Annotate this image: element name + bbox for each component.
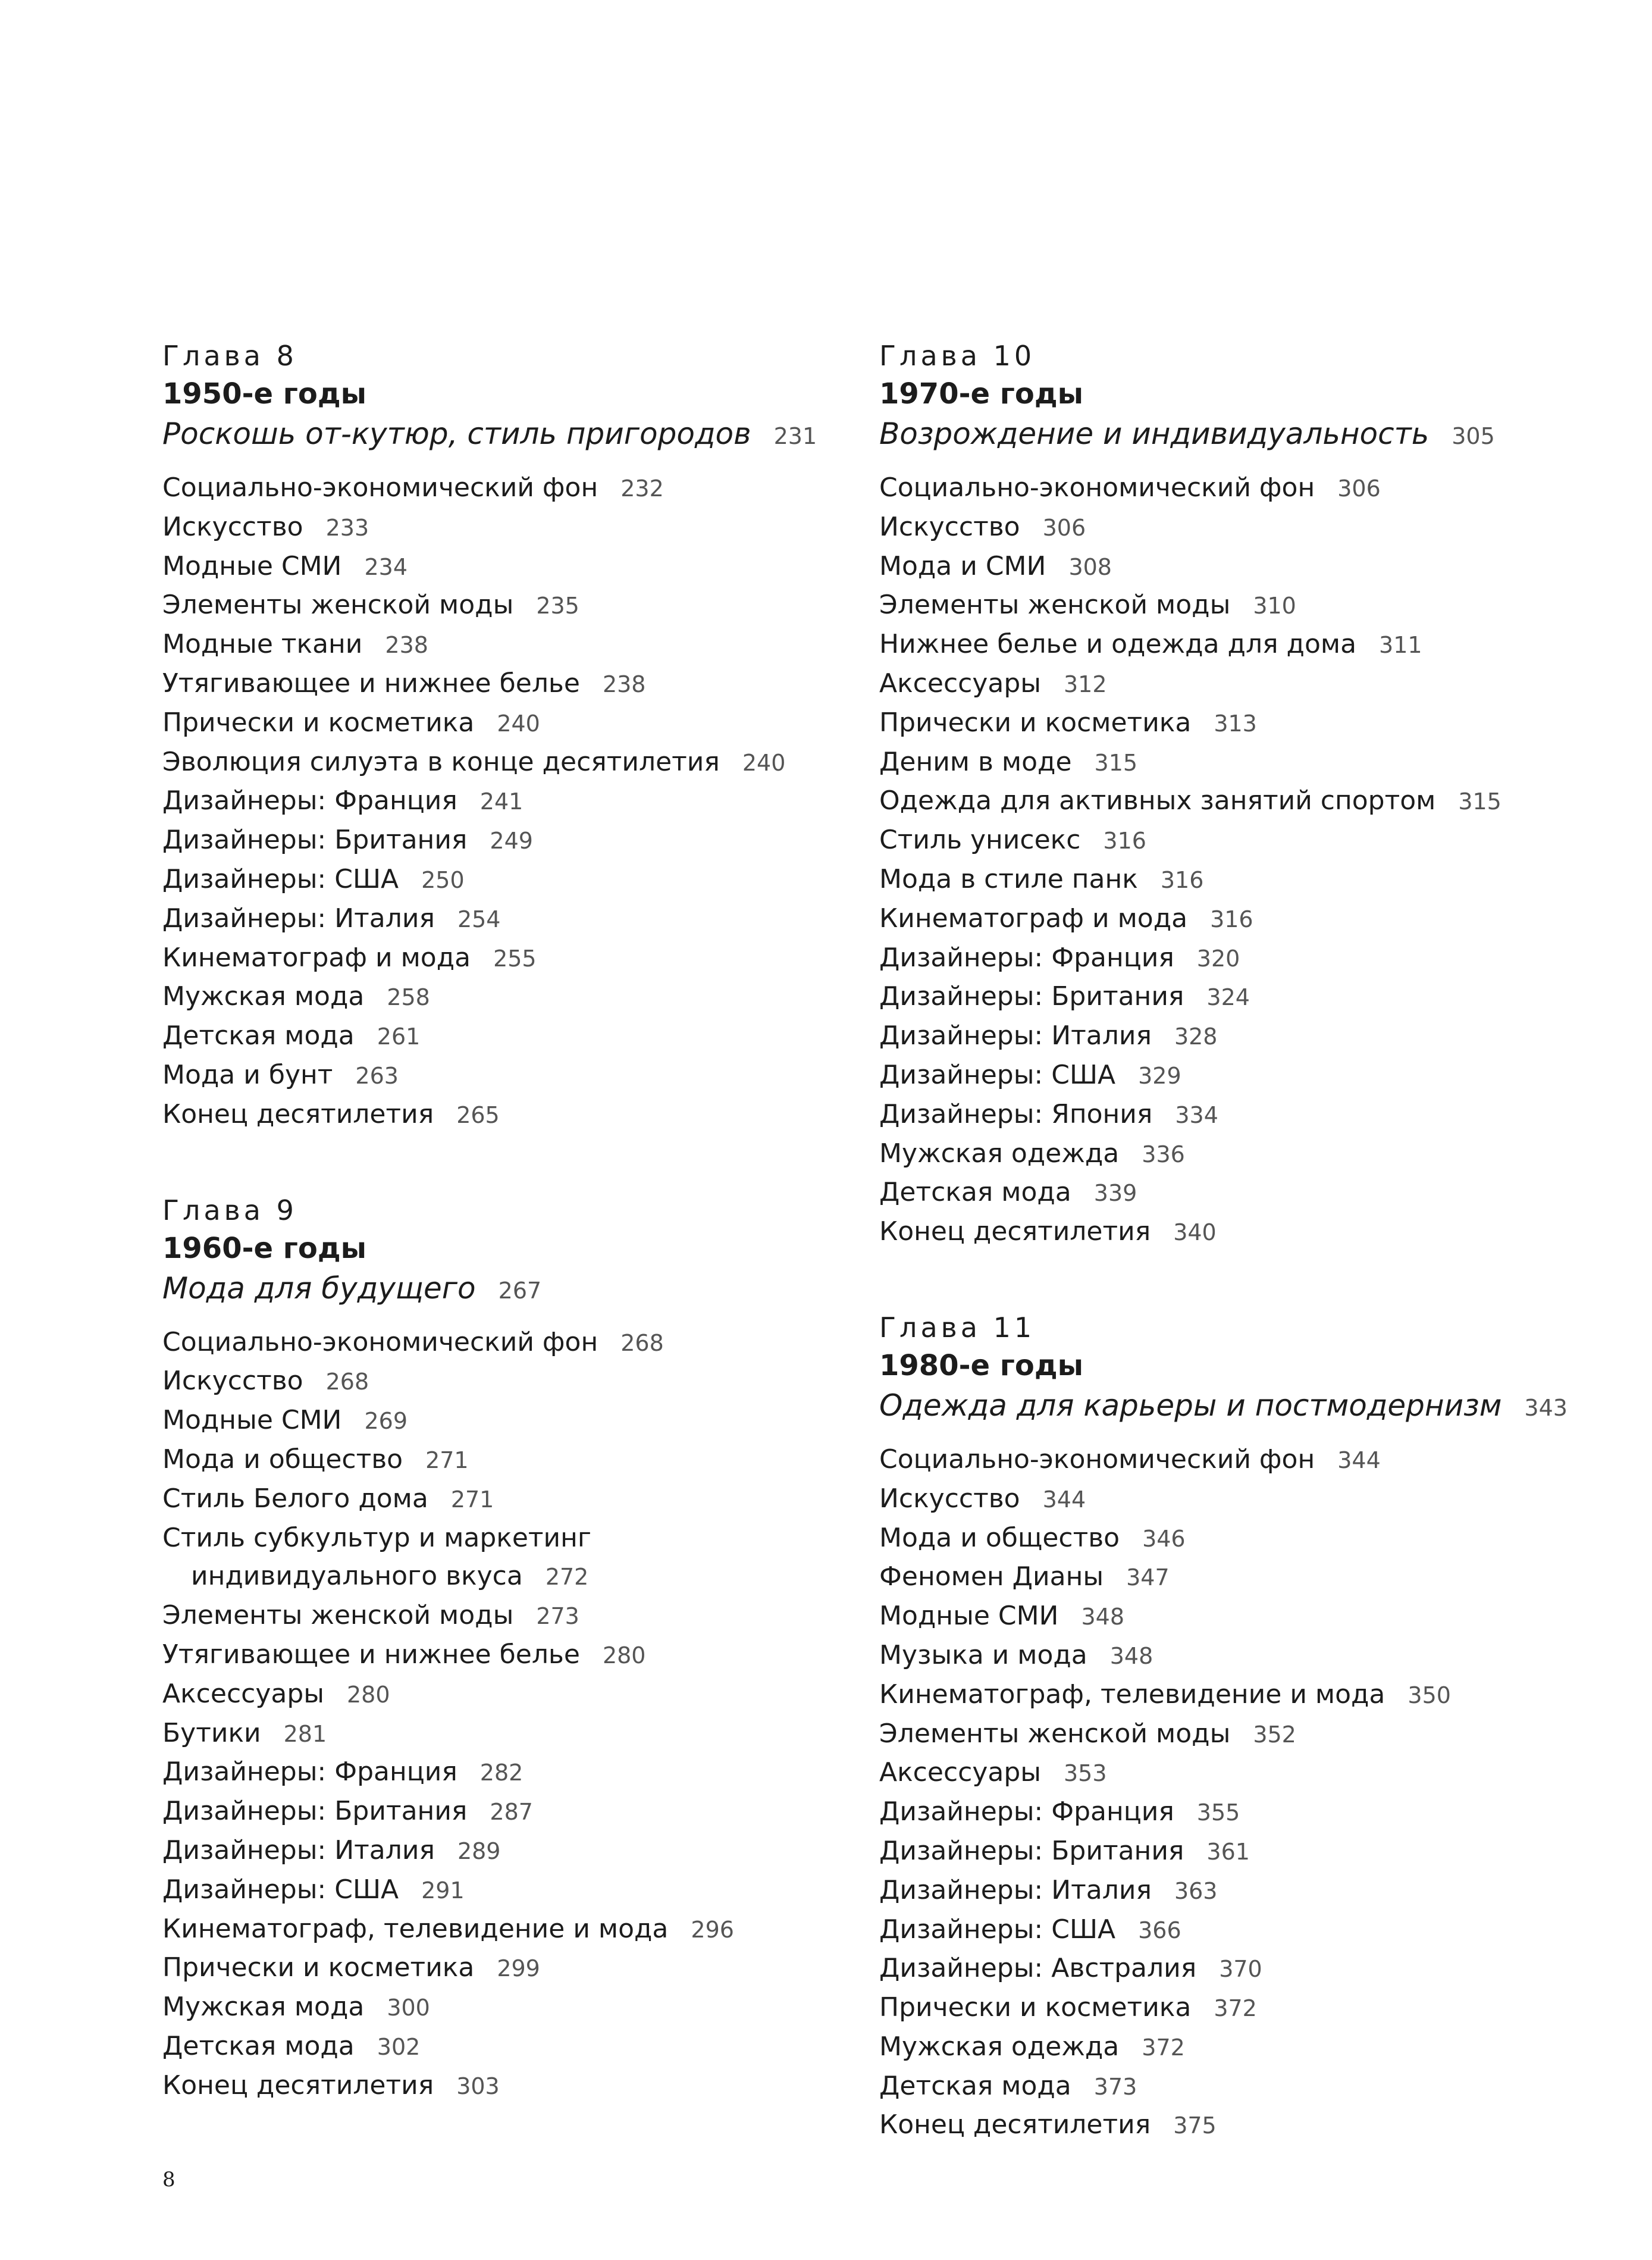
- toc-entry: [879, 586, 1581, 625]
- toc-entry-page: 348: [1081, 1604, 1124, 1630]
- toc-entry: [162, 1714, 829, 1754]
- chapter-subtitle-text: Одежда для карьеры и постмодернизм: [879, 1388, 1502, 1423]
- toc-entry: [879, 665, 1581, 704]
- toc-entry-title: Прически и косметика: [162, 707, 475, 738]
- toc-entry-title: Прически и косметика: [879, 707, 1192, 738]
- toc-entry-page: 372: [1214, 1995, 1257, 2022]
- toc-entry-page: 339: [1093, 1180, 1137, 1207]
- chapter-label: Глава 8: [162, 340, 297, 372]
- toc-entry: [162, 1323, 829, 1363]
- toc-entry: [879, 1715, 1581, 1754]
- toc-entry-page: 268: [620, 1329, 664, 1356]
- toc-entry: [879, 508, 1581, 547]
- toc-entry-page: 313: [1214, 710, 1257, 737]
- toc-entry-title: Одежда для активных занятий спортом: [879, 785, 1436, 816]
- toc-entry-title: Мужская мода: [162, 981, 365, 1012]
- toc-entry-page: 272: [545, 1564, 589, 1591]
- toc-entry: [162, 1401, 829, 1441]
- toc-entry: [879, 625, 1581, 665]
- toc-entry-title: Модные СМИ: [879, 1601, 1059, 1632]
- toc-entry-page: 258: [387, 984, 430, 1011]
- toc-entry-title: Дизайнеры: Италия: [162, 903, 435, 934]
- chapter-subtitle: [879, 1385, 1581, 1429]
- toc-entry-page: 315: [1094, 749, 1138, 776]
- toc-entry-page: 238: [602, 671, 646, 697]
- toc-entry-title: Детская мода: [162, 1021, 355, 1051]
- toc-entry-title: Дизайнеры: Британия: [162, 825, 468, 856]
- toc-entry-title: Утягивающее и нижнее белье: [162, 668, 580, 699]
- toc-entry: [879, 547, 1581, 587]
- toc-entry-page: 353: [1064, 1760, 1107, 1787]
- toc-entry: [162, 1871, 829, 1910]
- toc-entry-page: 340: [1173, 1219, 1217, 1246]
- toc-entry-page: 336: [1142, 1141, 1185, 1167]
- chapter-page-number: 231: [773, 423, 817, 449]
- toc-entry-page: 291: [421, 1877, 465, 1904]
- toc-entry: [162, 1441, 829, 1480]
- chapter-label: Глава 10: [879, 340, 1036, 372]
- toc-entry-title: Дизайнеры: Италия: [879, 1021, 1152, 1051]
- toc-entry-page: 316: [1103, 828, 1146, 854]
- toc-entry-page: 344: [1337, 1447, 1381, 1473]
- toc-entry-page: 269: [364, 1408, 407, 1435]
- chapter: [162, 337, 829, 1135]
- toc-entry: [162, 704, 829, 743]
- toc-entry-page: 366: [1138, 1917, 1181, 1943]
- toc-entry-title: Стиль Белого дома: [162, 1483, 428, 1514]
- toc-entry-title: Дизайнеры: Франция: [879, 942, 1174, 973]
- toc-entry: [879, 743, 1581, 782]
- toc-entry: [162, 665, 829, 704]
- chapter: [879, 337, 1581, 1252]
- toc-entry-page: 271: [425, 1447, 469, 1473]
- toc-entry: [162, 782, 829, 821]
- toc-entry-page: 320: [1196, 945, 1240, 972]
- chapter-subtitle-text: Возрождение и индивидуальность: [879, 417, 1430, 451]
- toc-entry-title: Мужская мода: [162, 1992, 365, 2023]
- toc-column-right: [879, 337, 1581, 2202]
- chapter-years: 1970-е годы: [879, 377, 1084, 411]
- toc-entry-page: 271: [450, 1486, 494, 1513]
- chapter-page-number: 267: [498, 1277, 542, 1304]
- toc-entry-page: 249: [490, 828, 533, 854]
- toc-column-left: [162, 337, 829, 2162]
- toc-entry: [162, 2067, 829, 2106]
- toc-entry-continuation: [162, 1557, 829, 1597]
- toc-entry-title: Социально-экономический фон: [162, 1326, 598, 1357]
- chapter-subtitle-text: Роскошь от-кутюр, стиль пригородов: [162, 417, 751, 451]
- toc-entry-title: Искусство: [162, 511, 303, 542]
- toc-entry: [162, 1753, 829, 1792]
- toc-entry: [879, 782, 1581, 821]
- toc-entry-title: Дизайнеры: Британия: [879, 981, 1184, 1012]
- toc-entries: [162, 1323, 829, 2106]
- toc-entry-page: 302: [377, 2033, 421, 2060]
- toc-entry-title: Кинематограф и мода: [162, 942, 471, 973]
- toc-entry-page: 355: [1196, 1799, 1240, 1826]
- toc-entry: [879, 900, 1581, 939]
- toc-entry: [879, 1754, 1581, 1793]
- toc-entry: [162, 860, 829, 900]
- chapter: [162, 1191, 829, 2106]
- toc-entry: [879, 860, 1581, 900]
- toc-entry: [162, 625, 829, 665]
- toc-entry: [879, 1480, 1581, 1519]
- toc-entries: [879, 469, 1581, 1252]
- toc-entry-page: 265: [456, 1101, 500, 1128]
- toc-entry: [162, 900, 829, 939]
- toc-entry: [879, 1056, 1581, 1095]
- toc-entry-title: Утягивающее и нижнее белье: [162, 1639, 580, 1670]
- toc-entry: [162, 1017, 829, 1056]
- toc-entry: [162, 1910, 829, 1949]
- toc-entry-title: Конец десятилетия: [162, 1098, 434, 1129]
- toc-entry-page: 334: [1175, 1101, 1218, 1128]
- toc-entry-page: 261: [377, 1023, 421, 1050]
- toc-entry: [162, 1095, 829, 1135]
- toc-entry-title: Мода и общество: [879, 1522, 1120, 1553]
- toc-entry-title: Мужская одежда: [879, 2031, 1120, 2062]
- toc-entry-page: 280: [602, 1642, 646, 1669]
- toc-entry-page: 241: [479, 788, 524, 815]
- toc-entry: [162, 1597, 829, 1636]
- chapter-years: 1960-е годы: [162, 1231, 367, 1265]
- toc-entry: [879, 1832, 1581, 1871]
- toc-entry-title: Стиль унисекс: [879, 825, 1081, 856]
- toc-entry-page: 238: [385, 632, 428, 659]
- toc-entry-title: Социально-экономический фон: [879, 1444, 1315, 1475]
- toc-entry: [879, 469, 1581, 508]
- toc-entry-page: 282: [479, 1760, 524, 1786]
- toc-entry-page: 316: [1210, 906, 1253, 932]
- toc-entry: [879, 1989, 1581, 2028]
- toc-entry-title: Элементы женской моды: [879, 1718, 1231, 1749]
- toc-entry-title: Мода в стиле панк: [879, 863, 1138, 894]
- toc-entry-title: Дизайнеры: США: [879, 1914, 1116, 1945]
- toc-entry: [879, 1949, 1581, 1989]
- toc-entry: [879, 1213, 1581, 1252]
- toc-entry-page: 255: [493, 945, 537, 972]
- toc-entry: [162, 586, 829, 625]
- toc-entry-title: Элементы женской моды: [879, 590, 1231, 621]
- toc-entry-continuation-text: индивидуального вкуса: [191, 1561, 523, 1592]
- toc-entry-page: 373: [1093, 2073, 1137, 2100]
- toc-entry: [879, 1017, 1581, 1056]
- toc-entry: [879, 2028, 1581, 2067]
- toc-entry-page: 280: [347, 1681, 390, 1708]
- toc-entry: [879, 1597, 1581, 1636]
- chapter-label: Глава 11: [879, 1311, 1036, 1344]
- chapter: [879, 1309, 1581, 2145]
- toc-entry-page: 324: [1206, 984, 1250, 1011]
- toc-entry-title: Искусство: [879, 511, 1020, 542]
- toc-entry-title: Аксессуары: [879, 1757, 1041, 1788]
- toc-entry: [879, 939, 1581, 978]
- chapter-subtitle: [879, 413, 1581, 457]
- toc-entries: [162, 469, 829, 1135]
- page-number: 8: [162, 2168, 175, 2192]
- toc-entry-title: Конец десятилетия: [879, 2109, 1151, 2140]
- toc-entry-title: Мода и СМИ: [879, 550, 1046, 581]
- toc-entry: [162, 1675, 829, 1714]
- toc-entry: [162, 1362, 829, 1401]
- toc-entry: [879, 1135, 1581, 1174]
- toc-entry: [162, 1519, 829, 1597]
- chapter-years: 1980-е годы: [879, 1348, 1084, 1382]
- toc-entry-page: 240: [742, 749, 786, 776]
- toc-entry-page: 348: [1109, 1642, 1153, 1669]
- toc-entry-page: 254: [457, 906, 501, 932]
- toc-entry-title: Дизайнеры: Италия: [162, 1835, 435, 1865]
- toc-entry: [879, 1676, 1581, 1715]
- toc-entry-page: 312: [1064, 671, 1107, 697]
- toc-entry-title: Модные СМИ: [162, 550, 342, 581]
- toc-entry-title: Кинематограф и мода: [879, 903, 1188, 934]
- toc-entry: [879, 978, 1581, 1017]
- toc-entry-title: Прически и косметика: [162, 1952, 475, 1983]
- toc-entry-title: Кинематограф, телевидение и мода: [879, 1679, 1385, 1710]
- toc-entry-title: Дизайнеры: Франция: [162, 1757, 457, 1788]
- toc-entry-page: 300: [387, 1995, 430, 2021]
- toc-entry-title: Нижнее белье и одежда для дома: [879, 629, 1357, 660]
- toc-entries: [879, 1441, 1581, 2145]
- toc-entry-page: 350: [1408, 1682, 1451, 1708]
- toc-entry: [162, 1792, 829, 1832]
- toc-entry-page: 281: [283, 1720, 327, 1747]
- toc-entry-page: 370: [1219, 1956, 1262, 1983]
- toc-entry-title: Аксессуары: [162, 1678, 324, 1709]
- toc-entry-title: Стиль субкультур и маркетинг: [162, 1522, 592, 1553]
- toc-entry-title: Эволюция силуэта в конце десятилетия: [162, 746, 720, 777]
- toc-entry-page: 328: [1174, 1023, 1218, 1050]
- toc-entry-page: 303: [456, 2073, 500, 2099]
- toc-entry: [879, 1441, 1581, 1480]
- toc-entry-title: Кинематограф, телевидение и мода: [162, 1913, 669, 1944]
- toc-entry: [879, 1636, 1581, 1676]
- toc-entry: [162, 821, 829, 860]
- toc-entry: [162, 1988, 829, 2027]
- toc-entry-title: Элементы женской моды: [162, 1600, 514, 1631]
- toc-entry: [162, 469, 829, 508]
- toc-entry: [879, 1519, 1581, 1558]
- toc-entry-page: 352: [1253, 1721, 1296, 1748]
- toc-entry-title: Деним в моде: [879, 746, 1072, 777]
- toc-entry-page: 329: [1138, 1062, 1181, 1089]
- chapter-subtitle-text: Мода для будущего: [162, 1270, 476, 1306]
- toc-entry-title: Музыка и мода: [879, 1639, 1087, 1670]
- chapter-label: Глава 9: [162, 1194, 297, 1226]
- toc-entry-page: 240: [497, 710, 540, 737]
- toc-entry: [879, 704, 1581, 743]
- toc-entry-title: Дизайнеры: Австралия: [879, 1953, 1197, 1984]
- toc-entry-title: Модные ткани: [162, 629, 363, 660]
- toc-entry-page: 289: [457, 1838, 501, 1864]
- toc-entry-title: Мода и бунт: [162, 1059, 333, 1090]
- toc-entry: [879, 1095, 1581, 1135]
- toc-entry: [162, 2027, 829, 2067]
- toc-entry-title: Дизайнеры: Британия: [162, 1796, 468, 1827]
- toc-entry-page: 250: [421, 866, 465, 893]
- toc-entry-title: Дизайнеры: Франция: [879, 1796, 1174, 1827]
- toc-entry-page: 310: [1253, 593, 1296, 619]
- toc-entry-title: Дизайнеры: Британия: [879, 1835, 1184, 1866]
- toc-entry-page: 306: [1042, 514, 1086, 541]
- toc-entry-page: 361: [1206, 1838, 1250, 1865]
- toc-entry-title: Детская мода: [162, 2030, 355, 2061]
- toc-entry: [162, 743, 829, 782]
- toc-entry-title: Феномен Дианы: [879, 1561, 1104, 1592]
- toc-entry-title: Искусство: [162, 1366, 303, 1397]
- toc-entry-page: 299: [497, 1955, 540, 1982]
- toc-entry-title: Мужская одежда: [879, 1138, 1120, 1169]
- chapter-page-number: 343: [1524, 1394, 1568, 1421]
- toc-entry-page: 315: [1458, 788, 1501, 815]
- chapter-page-number: 305: [1452, 423, 1495, 449]
- toc-entry-title: Дизайнеры: Италия: [879, 1874, 1152, 1905]
- chapter-years: 1950-е годы: [162, 377, 367, 411]
- toc-entry: [162, 1056, 829, 1095]
- toc-entry-page: 296: [691, 1916, 734, 1943]
- toc-entry-title: Детская мода: [879, 1177, 1071, 1208]
- toc-entry-title: Искусство: [879, 1483, 1020, 1514]
- toc-entry: [162, 508, 829, 547]
- toc-entry-title: Дизайнеры: Франция: [162, 785, 457, 816]
- toc-entry-title: Дизайнеры: США: [162, 1874, 399, 1905]
- toc-entry: [162, 1480, 829, 1519]
- toc-entry-title: Конец десятилетия: [879, 1216, 1151, 1247]
- toc-entry-page: 344: [1042, 1486, 1086, 1513]
- toc-entry: [162, 547, 829, 587]
- toc-entry-page: 268: [325, 1369, 369, 1395]
- toc-entry-page: 263: [355, 1062, 399, 1089]
- toc-entry-page: 363: [1174, 1877, 1218, 1904]
- toc-entry-title: Бутики: [162, 1717, 261, 1748]
- toc-entry-title: Социально-экономический фон: [879, 472, 1315, 503]
- toc-entry-title: Прически и косметика: [879, 1992, 1192, 2023]
- toc-entry: [879, 1173, 1581, 1213]
- toc-entry: [162, 978, 829, 1017]
- toc-entry-page: 375: [1173, 2112, 1217, 2139]
- toc-entry: [879, 1793, 1581, 1832]
- toc-entry: [162, 939, 829, 978]
- toc-entry-page: 316: [1160, 866, 1204, 893]
- toc-entry: [162, 1949, 829, 1988]
- toc-entry-page: 233: [325, 514, 369, 541]
- toc-entry-title: Дизайнеры: Япония: [879, 1098, 1153, 1129]
- toc-entry-title: Дизайнеры: США: [162, 863, 399, 894]
- toc-entry-page: 234: [364, 553, 407, 580]
- toc-entry: [879, 821, 1581, 860]
- toc-entry-page: 235: [536, 593, 579, 619]
- toc-entry-page: 232: [620, 475, 664, 502]
- toc-entry-page: 346: [1142, 1525, 1186, 1552]
- toc-entry-page: 311: [1379, 632, 1422, 659]
- toc-entry-title: Детская мода: [879, 2070, 1071, 2101]
- chapter-subtitle: [162, 1267, 829, 1311]
- toc-entry-title: Мода и общество: [162, 1444, 403, 1475]
- toc-entry: [879, 1911, 1581, 1950]
- toc-entry: [879, 1558, 1581, 1597]
- toc-entry-page: 347: [1126, 1564, 1170, 1591]
- toc-entry-title: Элементы женской моды: [162, 590, 514, 621]
- toc-entry: [162, 1636, 829, 1675]
- toc-entry: [879, 2067, 1581, 2106]
- toc-entry: [162, 1832, 829, 1871]
- toc-entry-page: 287: [490, 1799, 533, 1826]
- toc-entry-page: 273: [536, 1603, 579, 1630]
- chapter-subtitle: [162, 413, 829, 457]
- toc-entry: [879, 2106, 1581, 2145]
- toc-entry-page: 308: [1068, 553, 1112, 580]
- toc-entry-title: Модные СМИ: [162, 1405, 342, 1436]
- toc-entry: [879, 1871, 1581, 1911]
- toc-entry-title: Аксессуары: [879, 668, 1041, 699]
- toc-entry-title: Социально-экономический фон: [162, 472, 598, 503]
- toc-entry-title: Дизайнеры: США: [879, 1059, 1116, 1090]
- toc-entry-page: 372: [1142, 2034, 1185, 2061]
- toc-entry-title: Конец десятилетия: [162, 2070, 434, 2101]
- toc-entry-page: 306: [1337, 475, 1381, 502]
